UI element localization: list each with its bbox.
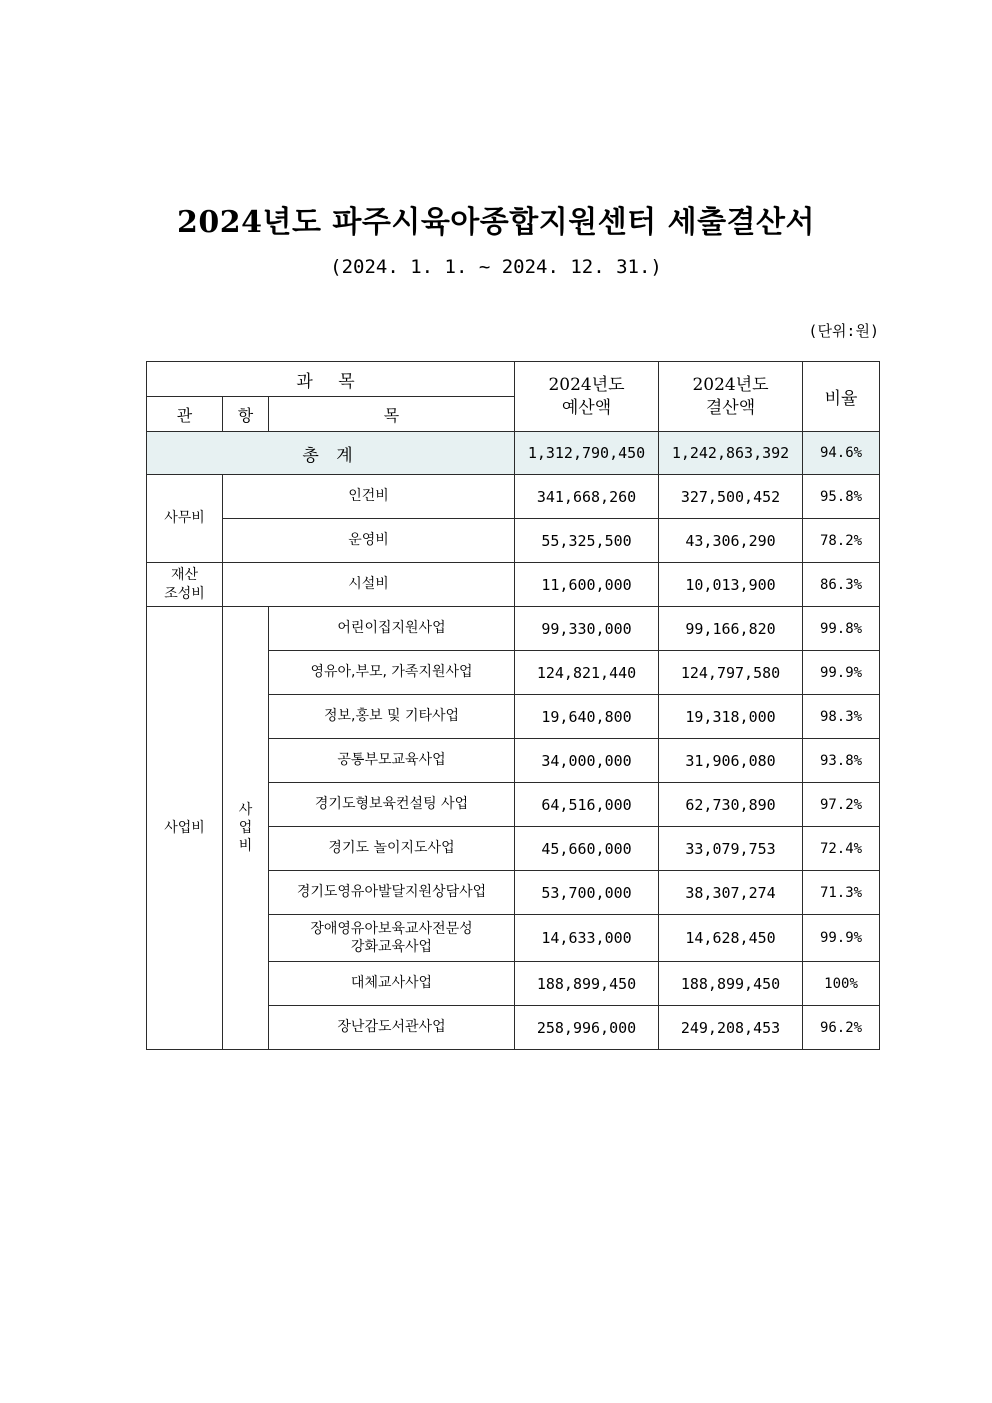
row-budget: 124,821,440	[515, 651, 659, 695]
page-title: 2024년도 파주시육아종합지원센터 세출결산서	[176, 205, 816, 240]
row-settlement: 31,906,080	[659, 739, 803, 783]
row-settlement: 188,899,450	[659, 962, 803, 1006]
row-rate: 93.8%	[803, 739, 880, 783]
row-rate: 72.4%	[803, 827, 880, 871]
row-settlement: 14,628,450	[659, 915, 803, 962]
total-rate: 94.6%	[803, 432, 880, 475]
row-item-name: 대체교사사업	[269, 962, 515, 1006]
total-budget: 1,312,790,450	[515, 432, 659, 475]
total-row	[147, 432, 880, 475]
row-budget: 45,660,000	[515, 827, 659, 871]
row-item-name: 경기도영유아발달지원상담사업	[269, 871, 515, 915]
table-row	[147, 607, 880, 651]
row-item-name	[269, 915, 515, 962]
row-budget: 258,996,000	[515, 1006, 659, 1050]
row-settlement: 327,500,452	[659, 475, 803, 519]
row-rate: 96.2%	[803, 1006, 880, 1050]
header-budget-line2: 예산액	[561, 397, 612, 418]
row-rate: 100%	[803, 962, 880, 1006]
expenditure-settlement-table	[146, 361, 880, 1050]
row-settlement: 38,307,274	[659, 871, 803, 915]
row-budget: 55,325,500	[515, 519, 659, 563]
group-gwan-samubi: 사무비	[147, 475, 223, 563]
total-settlement: 1,242,863,392	[659, 432, 803, 475]
row-budget: 64,516,000	[515, 783, 659, 827]
row-item-name: 어린이집지원사업	[269, 607, 515, 651]
total-label: 총 계	[147, 432, 515, 475]
row-item-name-line2: 강화교육사업	[350, 939, 433, 955]
row-settlement: 62,730,890	[659, 783, 803, 827]
header-budget-amount	[515, 362, 659, 432]
row-budget: 11,600,000	[515, 563, 659, 607]
row-item-name-line1: 장애영유아보육교사전문성	[310, 920, 473, 937]
page-subtitle-period: (2024. 1. 1. ~ 2024. 12. 31.)	[330, 256, 662, 278]
group-gwan-line2: 조성비	[164, 585, 205, 602]
row-budget: 53,700,000	[515, 871, 659, 915]
header-mok: 목	[269, 397, 515, 432]
row-item-name: 영유아,부모, 가족지원사업	[269, 651, 515, 695]
header-budget-line1: 2024년도	[548, 375, 625, 396]
group-hang-saeopbi: 사 업 비	[223, 607, 269, 1050]
row-settlement: 43,306,290	[659, 519, 803, 563]
row-rate: 97.2%	[803, 783, 880, 827]
header-settlement-line1: 2024년도	[692, 375, 769, 396]
row-budget: 341,668,260	[515, 475, 659, 519]
group-gwan-jaesanjoseongbi	[147, 563, 223, 607]
row-item-name: 시설비	[223, 563, 515, 607]
row-item-name: 경기도 놀이지도사업	[269, 827, 515, 871]
row-item-name: 인건비	[223, 475, 515, 519]
row-rate: 98.3%	[803, 695, 880, 739]
budget-table-container	[0, 341, 992, 1050]
row-settlement: 19,318,000	[659, 695, 803, 739]
row-settlement: 249,208,453	[659, 1006, 803, 1050]
row-item-name: 장난감도서관사업	[269, 1006, 515, 1050]
row-rate: 99.8%	[803, 607, 880, 651]
table-header-row-1	[147, 362, 880, 397]
row-budget: 188,899,450	[515, 962, 659, 1006]
row-settlement: 33,079,753	[659, 827, 803, 871]
group-gwan-line1: 재산	[170, 566, 199, 583]
row-budget: 99,330,000	[515, 607, 659, 651]
row-budget: 19,640,800	[515, 695, 659, 739]
group-gwan-saeopbi: 사업비	[147, 607, 223, 1050]
header-category-group: 과 목	[147, 362, 515, 397]
row-settlement: 10,013,900	[659, 563, 803, 607]
row-item-name: 정보,홍보 및 기타사업	[269, 695, 515, 739]
table-row	[147, 563, 880, 607]
header-rate: 비율	[803, 362, 880, 432]
row-rate: 99.9%	[803, 915, 880, 962]
header-settlement-amount	[659, 362, 803, 432]
row-item-name: 경기도형보육컨설팅 사업	[269, 783, 515, 827]
row-budget: 14,633,000	[515, 915, 659, 962]
table-row	[147, 475, 880, 519]
row-settlement: 124,797,580	[659, 651, 803, 695]
header-gwan: 관	[147, 397, 223, 432]
row-item-name: 운영비	[223, 519, 515, 563]
row-settlement: 99,166,820	[659, 607, 803, 651]
row-rate: 86.3%	[803, 563, 880, 607]
row-rate: 99.9%	[803, 651, 880, 695]
header-settlement-line2: 결산액	[705, 397, 756, 418]
row-rate: 78.2%	[803, 519, 880, 563]
header-hang: 항	[223, 397, 269, 432]
row-budget: 34,000,000	[515, 739, 659, 783]
unit-note: (단위:원)	[808, 322, 879, 340]
table-row	[147, 519, 880, 563]
row-rate: 95.8%	[803, 475, 880, 519]
row-rate: 71.3%	[803, 871, 880, 915]
row-item-name: 공통부모교육사업	[269, 739, 515, 783]
